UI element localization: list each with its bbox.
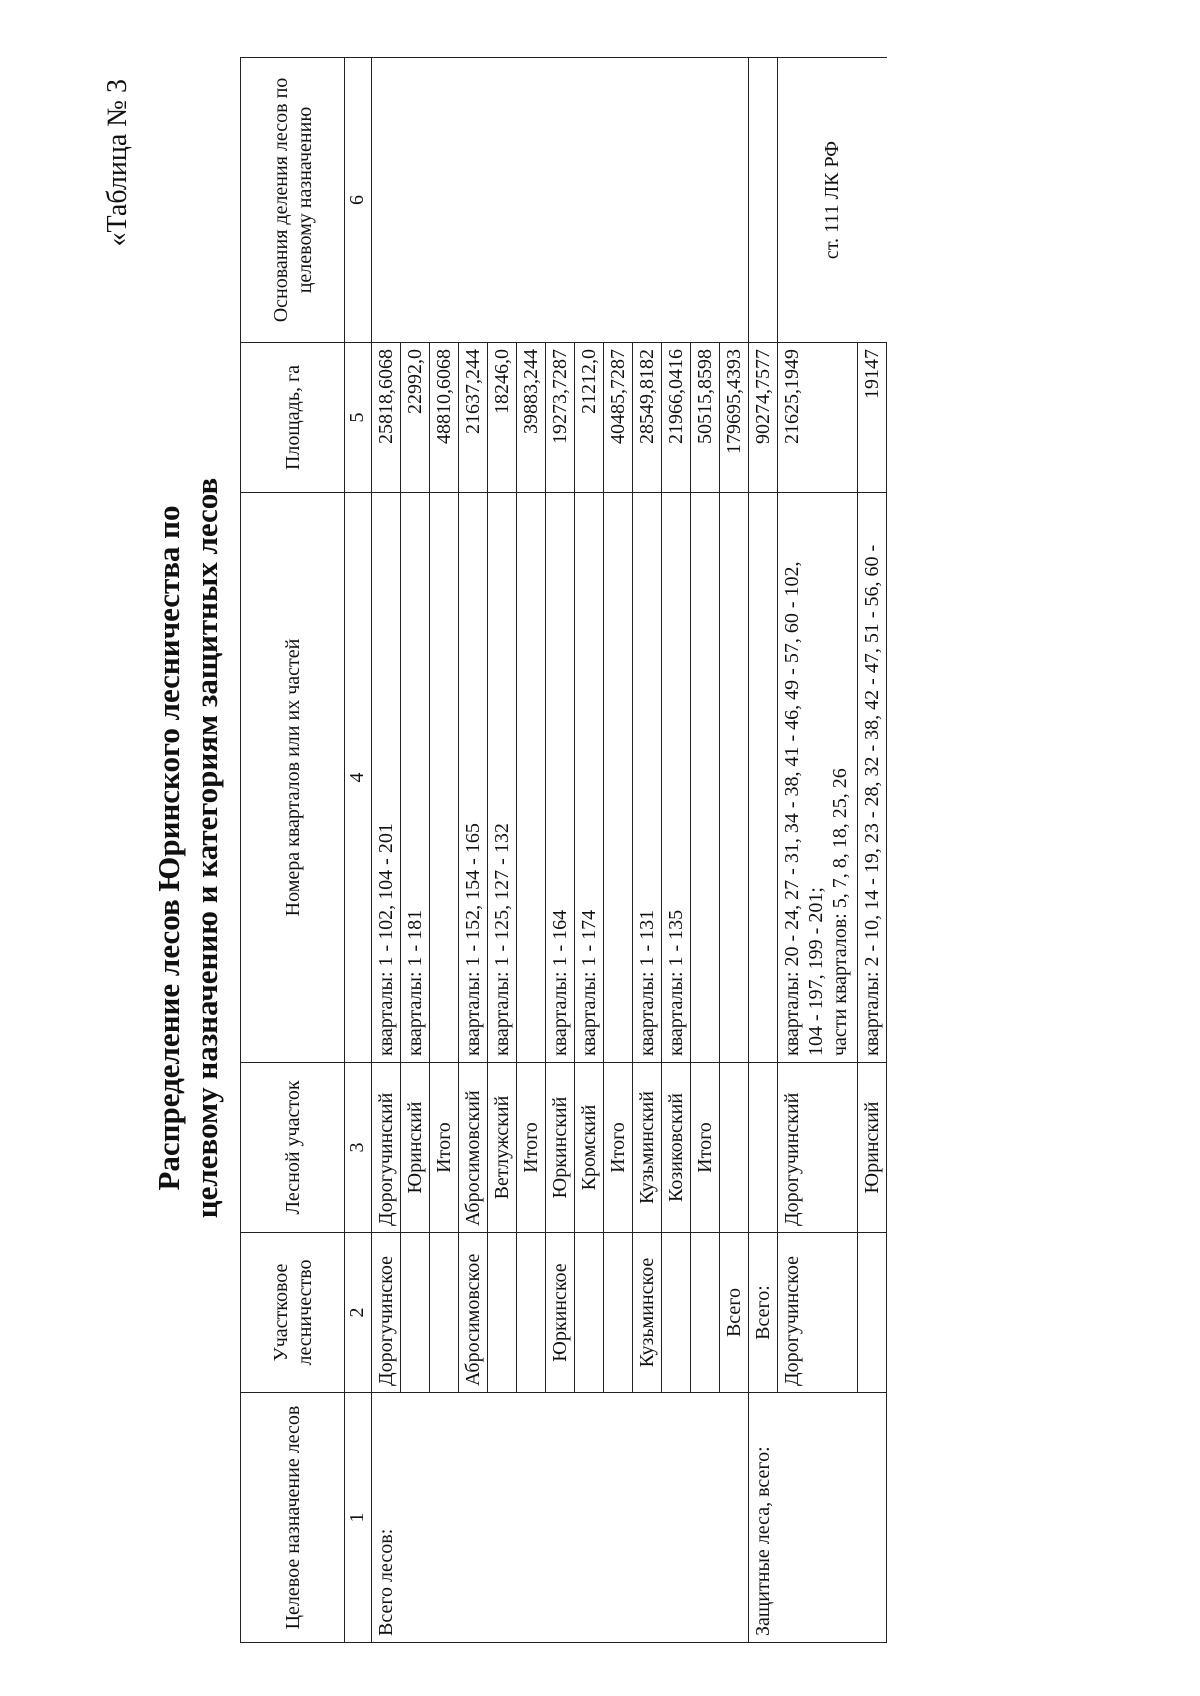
district-cell [401, 1233, 430, 1393]
basis-cell [372, 58, 749, 343]
table-row [778, 58, 858, 1643]
purpose-cell [488, 1393, 517, 1643]
purpose-cell [778, 1393, 858, 1643]
index-cell: 5 [345, 343, 372, 493]
basis-cell: ст. 111 ЛК РФ [778, 58, 887, 343]
purpose-cell [858, 1393, 887, 1643]
purpose-cell [401, 1393, 430, 1643]
header-purpose: Целевое назначение лесов [241, 1393, 345, 1643]
plot-cell: Дорогучинский [778, 1063, 858, 1233]
district-cell [691, 1233, 720, 1393]
quarters-cell: кварталы: 1 - 152, 154 - 165 [459, 493, 488, 1063]
quarters-line: части кварталов: 5, 7, 8, 18, 25, 26 [829, 768, 851, 1056]
purpose-cell [720, 1393, 749, 1643]
index-cell: 2 [345, 1233, 372, 1393]
district-cell: Дорогучинское [372, 1233, 401, 1393]
purpose-cell: Всего лесов: [372, 1393, 401, 1643]
plot-cell: Козиковский [662, 1063, 691, 1233]
header-area: Площадь, га [241, 343, 345, 493]
quarters-cell [604, 493, 633, 1063]
plot-cell: Итого [430, 1063, 459, 1233]
district-cell [517, 1233, 546, 1393]
plot-cell: Кромский [575, 1063, 604, 1233]
area-cell: 50515,8598 [691, 343, 720, 493]
plot-cell: Итого [517, 1063, 546, 1233]
area-cell: 90274,7577 [749, 343, 778, 493]
index-cell: 1 [345, 1393, 372, 1643]
purpose-cell [633, 1393, 662, 1643]
area-cell: 28549,8182 [633, 343, 662, 493]
plot-cell: Юркинский [546, 1063, 575, 1233]
quarters-line: кварталы: 20 - 24, 27 - 31, 34 - 38, 41 - 46, 49 - 57, 60 - 102, [781, 561, 803, 1056]
rotated-page [40, 53, 1160, 1643]
area-cell: 48810,6068 [430, 343, 459, 493]
plot-cell [749, 1063, 778, 1233]
area-cell: 39883,244 [517, 343, 546, 493]
area-cell: 21625,1949 [778, 343, 858, 493]
quarters-line: 104 - 197, 199 - 201; [805, 887, 827, 1056]
area-cell: 18246,0 [488, 343, 517, 493]
index-cell: 3 [345, 1063, 372, 1233]
district-cell: Кузьминское [633, 1233, 662, 1393]
quarters-cell: кварталы: 1 - 102, 104 - 201 [372, 493, 401, 1063]
district-cell [575, 1233, 604, 1393]
purpose-cell [575, 1393, 604, 1643]
purpose-cell [430, 1393, 459, 1643]
basis-cell [749, 58, 778, 343]
quarters-cell [778, 493, 858, 1063]
quarters-cell: кварталы: 1 - 131 [633, 493, 662, 1063]
plot-cell: Дорогучинский [372, 1063, 401, 1233]
page-title [150, 53, 226, 1643]
quarters-cell: кварталы: 1 - 164 [546, 493, 575, 1063]
district-cell [430, 1233, 459, 1393]
quarters-cell [720, 493, 749, 1063]
district-cell [604, 1233, 633, 1393]
header-quarters: Номера кварталов или их частей [241, 493, 345, 1063]
district-cell: Всего: [749, 1233, 778, 1393]
district-cell: Юркинское [546, 1233, 575, 1393]
quarters-cell [749, 493, 778, 1063]
purpose-cell: Защитные леса, всего: [749, 1393, 778, 1643]
plot-cell: Итого [691, 1063, 720, 1233]
plot-cell: Итого [604, 1063, 633, 1233]
index-row [345, 58, 372, 1643]
title-line-2: целевому назначению и категориям защитных лесов [189, 477, 224, 1219]
plot-cell: Ветлужский [488, 1063, 517, 1233]
quarters-cell: кварталы: 2 - 10, 14 - 19, 23 - 28, 32 - 38, 42 - 47, 51 - 56, 60 - [858, 493, 887, 1063]
purpose-cell [546, 1393, 575, 1643]
area-cell: 22992,0 [401, 343, 430, 493]
area-cell: 19147 [858, 343, 887, 493]
table-row [749, 58, 778, 1643]
header-plot: Лесной участок [241, 1063, 345, 1233]
quarters-cell [430, 493, 459, 1063]
purpose-cell [662, 1393, 691, 1643]
district-cell: Дорогучинское [778, 1233, 858, 1393]
district-cell [662, 1233, 691, 1393]
district-cell [858, 1233, 887, 1393]
plot-cell: Юринский [401, 1063, 430, 1233]
title-line-1: Распределение лесов Юринского лесничества по [151, 505, 186, 1191]
plot-cell: Юринский [858, 1063, 887, 1233]
table-row [372, 58, 401, 1643]
district-cell: Абросимовское [459, 1233, 488, 1393]
quarters-cell [691, 493, 720, 1063]
area-cell: 25818,6068 [372, 343, 401, 493]
area-cell: 19273,7287 [546, 343, 575, 493]
area-cell: 21637,244 [459, 343, 488, 493]
index-cell: 4 [345, 493, 372, 1063]
quarters-cell: кварталы: 1 - 181 [401, 493, 430, 1063]
purpose-cell [691, 1393, 720, 1643]
district-cell: Всего [720, 1233, 749, 1393]
area-cell: 179695,4393 [720, 343, 749, 493]
quarters-cell: кварталы: 1 - 174 [575, 493, 604, 1063]
header-district: Участковое лесничество [241, 1233, 345, 1393]
forest-distribution-table [240, 57, 887, 1643]
district-cell [488, 1233, 517, 1393]
header-row [241, 58, 345, 1643]
quarters-cell: кварталы: 1 - 125, 127 - 132 [488, 493, 517, 1063]
area-cell: 21212,0 [575, 343, 604, 493]
quarters-cell [517, 493, 546, 1063]
plot-cell: Абросимовский [459, 1063, 488, 1233]
purpose-cell [459, 1393, 488, 1643]
index-cell: 6 [345, 58, 372, 343]
purpose-cell [517, 1393, 546, 1643]
plot-cell: Кузьминский [633, 1063, 662, 1233]
table-number: «Таблица № 3 [102, 79, 133, 247]
header-basis: Основания деления лесов по целевому назначению [241, 58, 345, 343]
area-cell: 40485,7287 [604, 343, 633, 493]
purpose-cell [604, 1393, 633, 1643]
area-cell: 21966,0416 [662, 343, 691, 493]
plot-cell [720, 1063, 749, 1233]
quarters-cell: кварталы: 1 - 135 [662, 493, 691, 1063]
